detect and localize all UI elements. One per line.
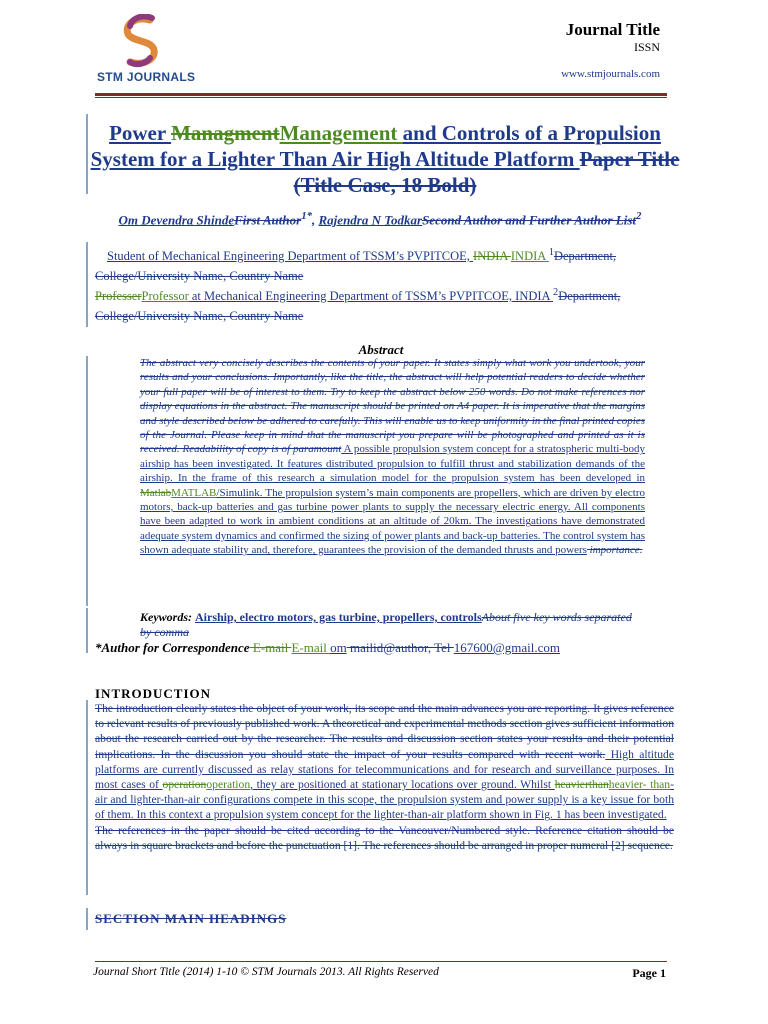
author-2-sup: 2 [636,210,642,222]
corr-inserted-1: E-mail [291,640,331,655]
abstract-old-end: importance. [586,544,643,557]
intro-old-para-1: The introduction clearly states the object of your work, its scope and the main advances you are reporting. It gives reference to relevant results of previously published work. A theoretical and experimental methods section gives sufficient information about the research carried out by the researcher. The results and discussion section states your results and their potential implications. In the discussion you should state the impact of your results compared with recent work. [95,702,674,761]
corr-deleted-1: E-mail [249,640,292,655]
journal-title: Journal Title [565,20,660,39]
correspondence [95,640,675,656]
correspondence-label: *Author for Correspondence [95,640,250,655]
intro-paragraph [95,701,674,853]
corr-email-link[interactable]: 167600@gmail.com [453,640,561,655]
corr-inserted-2: om [330,640,347,655]
intro-new-para-a: High altitude platforms are currently discussed as relay stations for telecommunications and for research and surveillance purposes. In most cases of [95,747,674,792]
abstract-body [140,356,645,558]
aff1-deleted: INDIA [473,249,511,264]
aff1-inserted: INDIA [510,249,549,264]
abstract-new-text-1: A possible propulsion system concept for a stratospheric multi-body airship has been investigated. It features distributed propulsion to fulfill thrust and stabilization demands of the airship. In the frame of this research a simulation model for the propulsion system has been developed in [140,443,645,485]
aff2-inserted: Professor [141,289,189,304]
title-inserted: Management [279,121,403,145]
footer-citation: Journal Short Title (2014) 1-10 © STM Journals 2013. All Rights Reserved [93,966,439,978]
paper-title [90,120,680,198]
keywords [140,610,645,640]
change-bar [86,608,88,653]
abstract-old-text: The abstract very concisely describes the contents of your paper. It states simply what work you undertook, your results and your conclusions. Importantly, like the title, the abstract will help potential readers to decide whether your full paper will be of interest to them. Try to keep the abstract below 250 words. Do not make references nor display equations in the abstract. The manuscript should be printed on A4 paper. It is imperative that the margins and style described below be adhered to carefully. This will enable us to keep uniformity in the final printed copies of the Journal. Please keep in mind that the manuscript you prepare will be photographed and printed as it is received. Readability of copy is of paramount [140,357,645,456]
stm-logo-icon [106,14,176,74]
aff2-sup: 2 [553,287,559,298]
change-bar [86,356,88,606]
aff2-old: Department, College/University Name, Country Name [95,289,621,324]
abstract-heading: Abstract [358,342,404,357]
author-2-deleted: Second Author and Further Author List [422,212,637,228]
logo-text: STM JOURNALS [97,70,196,84]
corr-deleted-2: mailid@author, Tel [346,640,454,655]
keywords-label: Keywords: [140,610,192,624]
aff2-deleted: Professer [95,289,142,304]
issn: ISSN [633,40,660,54]
change-bar [86,908,88,930]
abstract-inserted-matlab: MATLAB [171,486,217,499]
footer-divider [95,961,667,962]
abstract-deleted-matlab: Matlab [140,486,172,499]
change-bar [86,114,88,194]
change-bar [86,242,88,327]
intro-del-heavier: heavierthan [554,778,609,792]
author-list [95,208,665,228]
keywords-old: About five key words separated by comma [140,610,632,639]
author-1-deleted: First Author [234,212,302,228]
introduction-heading: INTRODUCTION [95,686,212,701]
intro-new-para-b: , they are positioned at stationary locations over ground. Whilst [250,778,555,792]
intro-del-operation: operation [162,778,207,792]
aff2-text: at Mechanical Engineering Department of TSSM’s PVPITCOE, INDIA [188,289,554,304]
affiliation-2 [95,283,667,326]
intro-old-para-2: The references in the paper should be cited according to the Vancouver/Numbered style. Reference citation should be always in square brackets and before the punctuation [1]. The references should be arranged in proper numeral [2] sequence. [95,823,674,852]
page-number: Page 1 [632,966,666,980]
header-divider [95,93,667,96]
section-main-headings: SECTION MAIN HEADINGS [95,911,287,926]
author-1-sup: 1* [301,210,313,222]
author-2: Rajendra N Todkar [318,212,423,228]
abstract-new-text-2: /Simulink. The propulsion system’s main components are propellers, which are driven by electro motors, back-up batteries and gas turbine power plants to supply the necessary electric energy. All components have been adapted to work in ambient conditions at an altitude of 20km. The investigations have demonstrated adequate system dynamics and confirmed the sizing of power plants and back-up batteries. The control system has shown adequate stability and, therefore, guarantees the provision of the demanded thrusts and powers [140,486,645,557]
journal-url-link[interactable]: www.stmjournals.com [561,68,660,80]
title-part1: Power [109,121,172,145]
author-separator: , [312,212,319,228]
author-1: Om Devendra Shinde [118,212,235,228]
title-deleted: Managment [171,121,280,145]
intro-new-para-c: -air and lighter-than-air configurations compete in this scope, the propulsion system and power supply is a key issue for both of them. In this context a propulsion system concept for the lighter-than-air platform shown in Fig. 1 has been investigated. [95,778,674,822]
intro-ins-heavier: heavier- than [608,778,671,792]
aff1-sup: 1 [548,247,554,258]
title-part2: and Controls of a Propulsion System for a Lighter Than Air High Altitude Platform [90,121,661,171]
aff1-text: Student of Mechanical Engineering Department of TSSM’s PVPITCOE, [107,249,474,264]
header-divider-thin [95,97,667,98]
title-deleted-placeholder: Paper Title (Title Case, 18 Bold) [293,147,680,197]
affiliation-1 [95,243,667,286]
change-bar [86,700,88,895]
aff1-old: Department, College/University Name, Country Name [95,249,617,284]
keywords-text: Airship, electro motors, gas turbine, propellers, controls [195,610,482,624]
intro-ins-operation: operation [206,778,251,792]
